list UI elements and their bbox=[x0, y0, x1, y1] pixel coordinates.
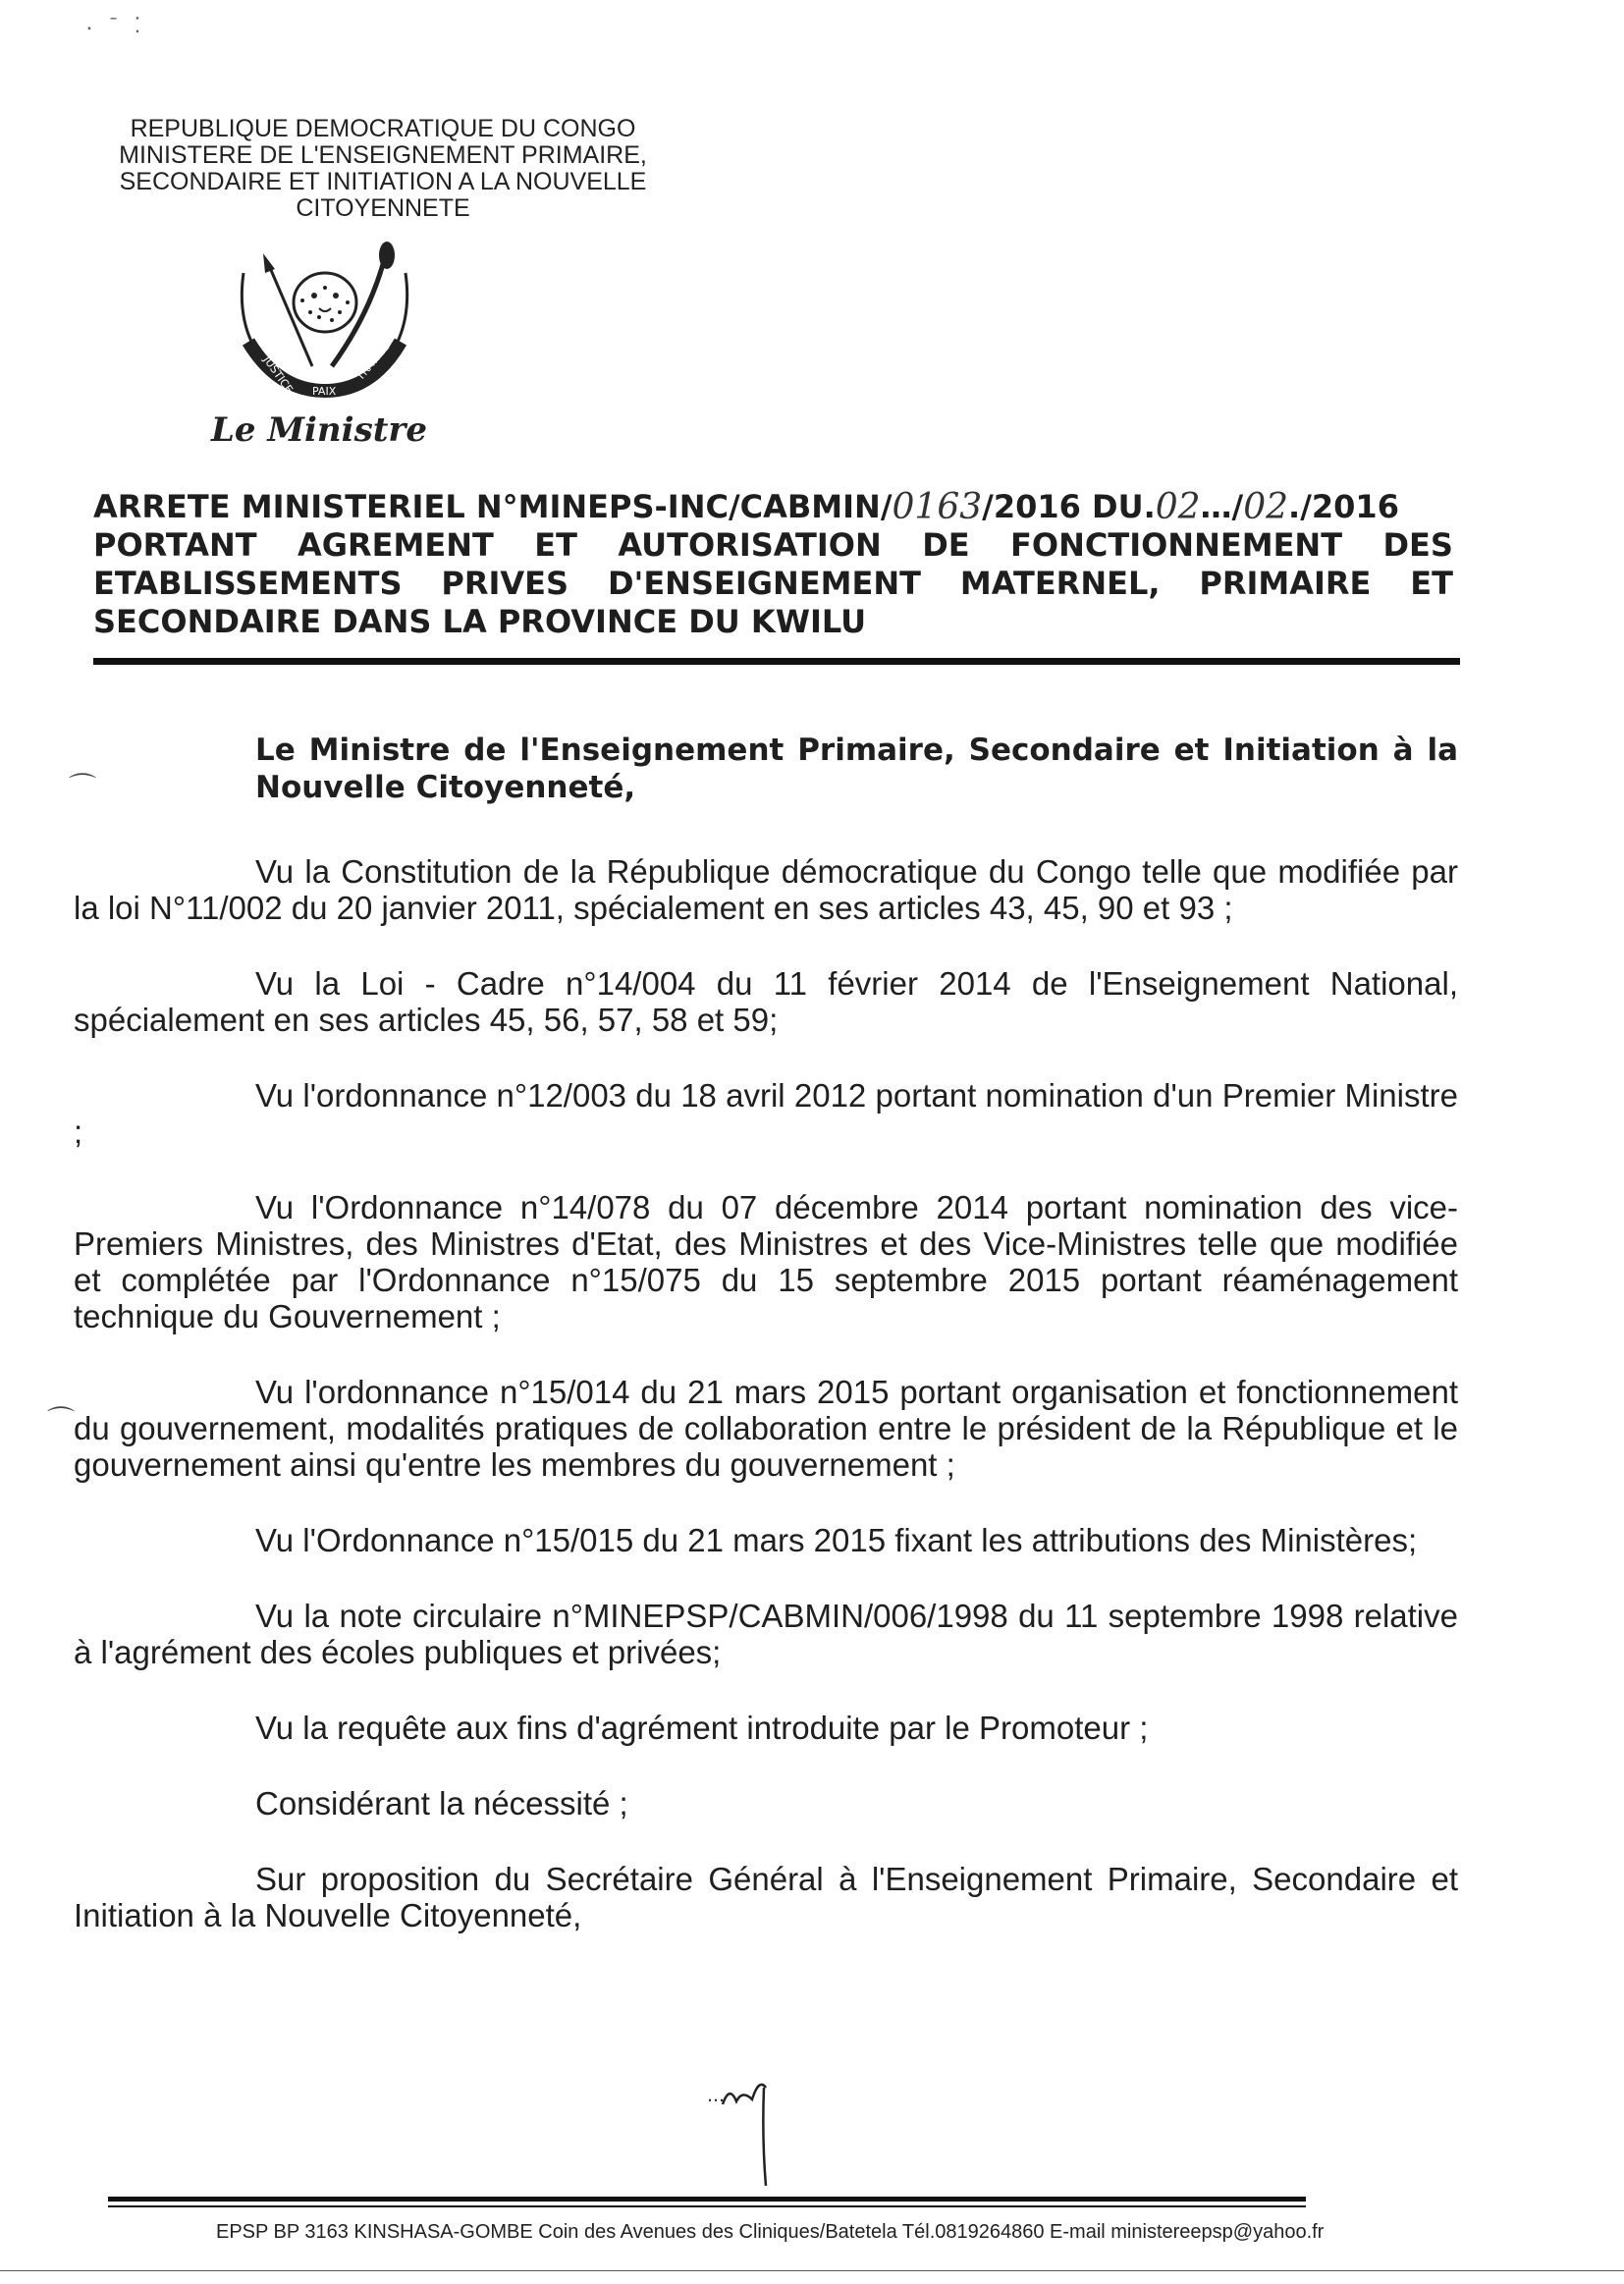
intro-statement: Le Ministre de l'Enseignement Primaire, Secondaire et Initiation à la Nouvelle Citoyenneté, bbox=[255, 733, 1458, 805]
scan-edge-line bbox=[0, 2270, 1624, 2271]
footer-divider-thin bbox=[108, 2205, 1306, 2207]
title-date-sep: …/ bbox=[1200, 488, 1244, 525]
congo-coat-of-arms-icon bbox=[224, 234, 425, 406]
title-line-2 bbox=[93, 526, 1453, 565]
handwritten-day: 02 bbox=[1155, 487, 1201, 527]
paragraph-ordonnance-organisation: Vu l'ordonnance n°15/014 du 21 mars 2015 portant organisation et fonctionnement du gouvernement, modalités pratiques de collaboration entre le président de la République et le gouvernement ainsi qu'entre les membres du gouvernement ; bbox=[74, 1374, 1458, 1483]
paragraph-considerant: Considérant la nécessité ; bbox=[255, 1785, 628, 1822]
footer-address: EPSP BP 3163 KINSHASA-GOMBE Coin des Avenues des Cliniques/Batetela Tél.0819264860 E-mail ministereepsp@yahoo.fr bbox=[216, 2221, 1325, 2243]
title-word: PRIVES bbox=[441, 565, 569, 602]
paragraph-requete: Vu la requête aux fins d'agrément introduite par le Promoteur ; bbox=[255, 1710, 1149, 1746]
title-line-4: SECONDAIRE DANS LA PROVINCE DU KWILU bbox=[93, 603, 867, 640]
title-line-3 bbox=[93, 565, 1453, 603]
paragraph-constitution: Vu la Constitution de la République démocratique du Congo telle que modifiée par la loi N°11/002 du 20 janvier 2011, spécialement en ses articles 43, 45, 90 et 93 ; bbox=[74, 853, 1458, 926]
title-word: PORTANT bbox=[93, 526, 257, 564]
scan-mark: ⌒ bbox=[47, 1405, 76, 1436]
title-year: ./2016 bbox=[1288, 488, 1399, 525]
paragraph-note-circulaire: Vu la note circulaire n°MINEPSP/CABMIN/006/1998 du 11 septembre 1998 relative à l'agrément des écoles publiques et privées; bbox=[74, 1598, 1458, 1670]
paragraph-loi-cadre: Vu la Loi - Cadre n°14/004 du 11 février 2014 de l'Enseignement National, spécialement en ses articles 45, 56, 57, 58 et 59; bbox=[74, 965, 1458, 1038]
title-line-1 bbox=[93, 488, 1453, 526]
motto-left: JUSTICE bbox=[260, 353, 296, 396]
letterhead bbox=[93, 116, 673, 222]
paragraph-proposition: Sur proposition du Secrétaire Général à l'Enseignement Primaire, Secondaire et Initiation à la Nouvelle Citoyenneté, bbox=[74, 1861, 1458, 1933]
title-word: AUTORISATION bbox=[618, 526, 882, 564]
title-word: AGREMENT bbox=[298, 526, 494, 564]
scan-mark: ⌒ bbox=[69, 772, 97, 802]
paragraph-ordonnance-nomination: Vu l'Ordonnance n°14/078 du 07 décembre 2014 portant nomination des vice-Premiers Ministres, des Ministres d'Etat, des Ministres et des Vice-Ministres telle que modifiée et complétée par l'Ordonnance n°15/075 du 15 septembre 2015 portant réaménagement technique du Gouvernement ; bbox=[74, 1189, 1458, 1334]
page-initials-signature bbox=[705, 2080, 793, 2188]
motto-right: TRAVAIL bbox=[353, 341, 392, 383]
handwritten-number: 0163 bbox=[892, 487, 983, 527]
decree-title bbox=[93, 488, 1453, 641]
title-word: DES bbox=[1382, 526, 1453, 564]
letterhead-line-1: REPUBLIQUE DEMOCRATIQUE DU CONGO bbox=[130, 115, 636, 142]
title-divider bbox=[93, 658, 1460, 665]
letterhead-line-2: MINISTERE DE L'ENSEIGNEMENT PRIMAIRE, bbox=[119, 141, 647, 169]
signature-title: Le Ministre bbox=[211, 410, 427, 450]
title-word: ET bbox=[1410, 565, 1453, 602]
document-body bbox=[74, 732, 1458, 1933]
title-word: ETABLISSEMENTS bbox=[93, 565, 403, 602]
title-word: PRIMAIRE bbox=[1199, 565, 1372, 602]
title-word: D'ENSEIGNEMENT bbox=[607, 565, 921, 602]
title-word: ET bbox=[534, 526, 577, 564]
title-word: MATERNEL, bbox=[959, 565, 1161, 602]
letterhead-line-4: CITOYENNETE bbox=[296, 194, 470, 222]
paragraph-ordonnance-attributions: Vu l'Ordonnance n°15/015 du 21 mars 2015 fixant les attributions des Ministères; bbox=[255, 1522, 1418, 1558]
letterhead-line-3: SECONDAIRE ET INITIATION A LA NOUVELLE bbox=[119, 168, 647, 195]
title-word: FONCTIONNEMENT bbox=[1010, 526, 1343, 564]
scan-specks: ⸳ ˉ ⁚ bbox=[86, 13, 146, 37]
footer-divider-thick bbox=[108, 2197, 1306, 2202]
motto-bottom: PAIX bbox=[312, 385, 337, 398]
title-word: DE bbox=[922, 526, 970, 564]
title-date-prefix: /2016 DU. bbox=[982, 488, 1156, 525]
paragraph-ordonnance-premier-ministre: Vu l'ordonnance n°12/003 du 18 avril 2012 portant nomination d'un Premier Ministre ; bbox=[74, 1077, 1458, 1150]
handwritten-month: 02 bbox=[1243, 487, 1289, 527]
title-prefix: ARRETE MINISTERIEL N°MINEPS-INC/CABMIN/ bbox=[93, 488, 893, 525]
continuation-dots: … bbox=[707, 2086, 725, 2106]
